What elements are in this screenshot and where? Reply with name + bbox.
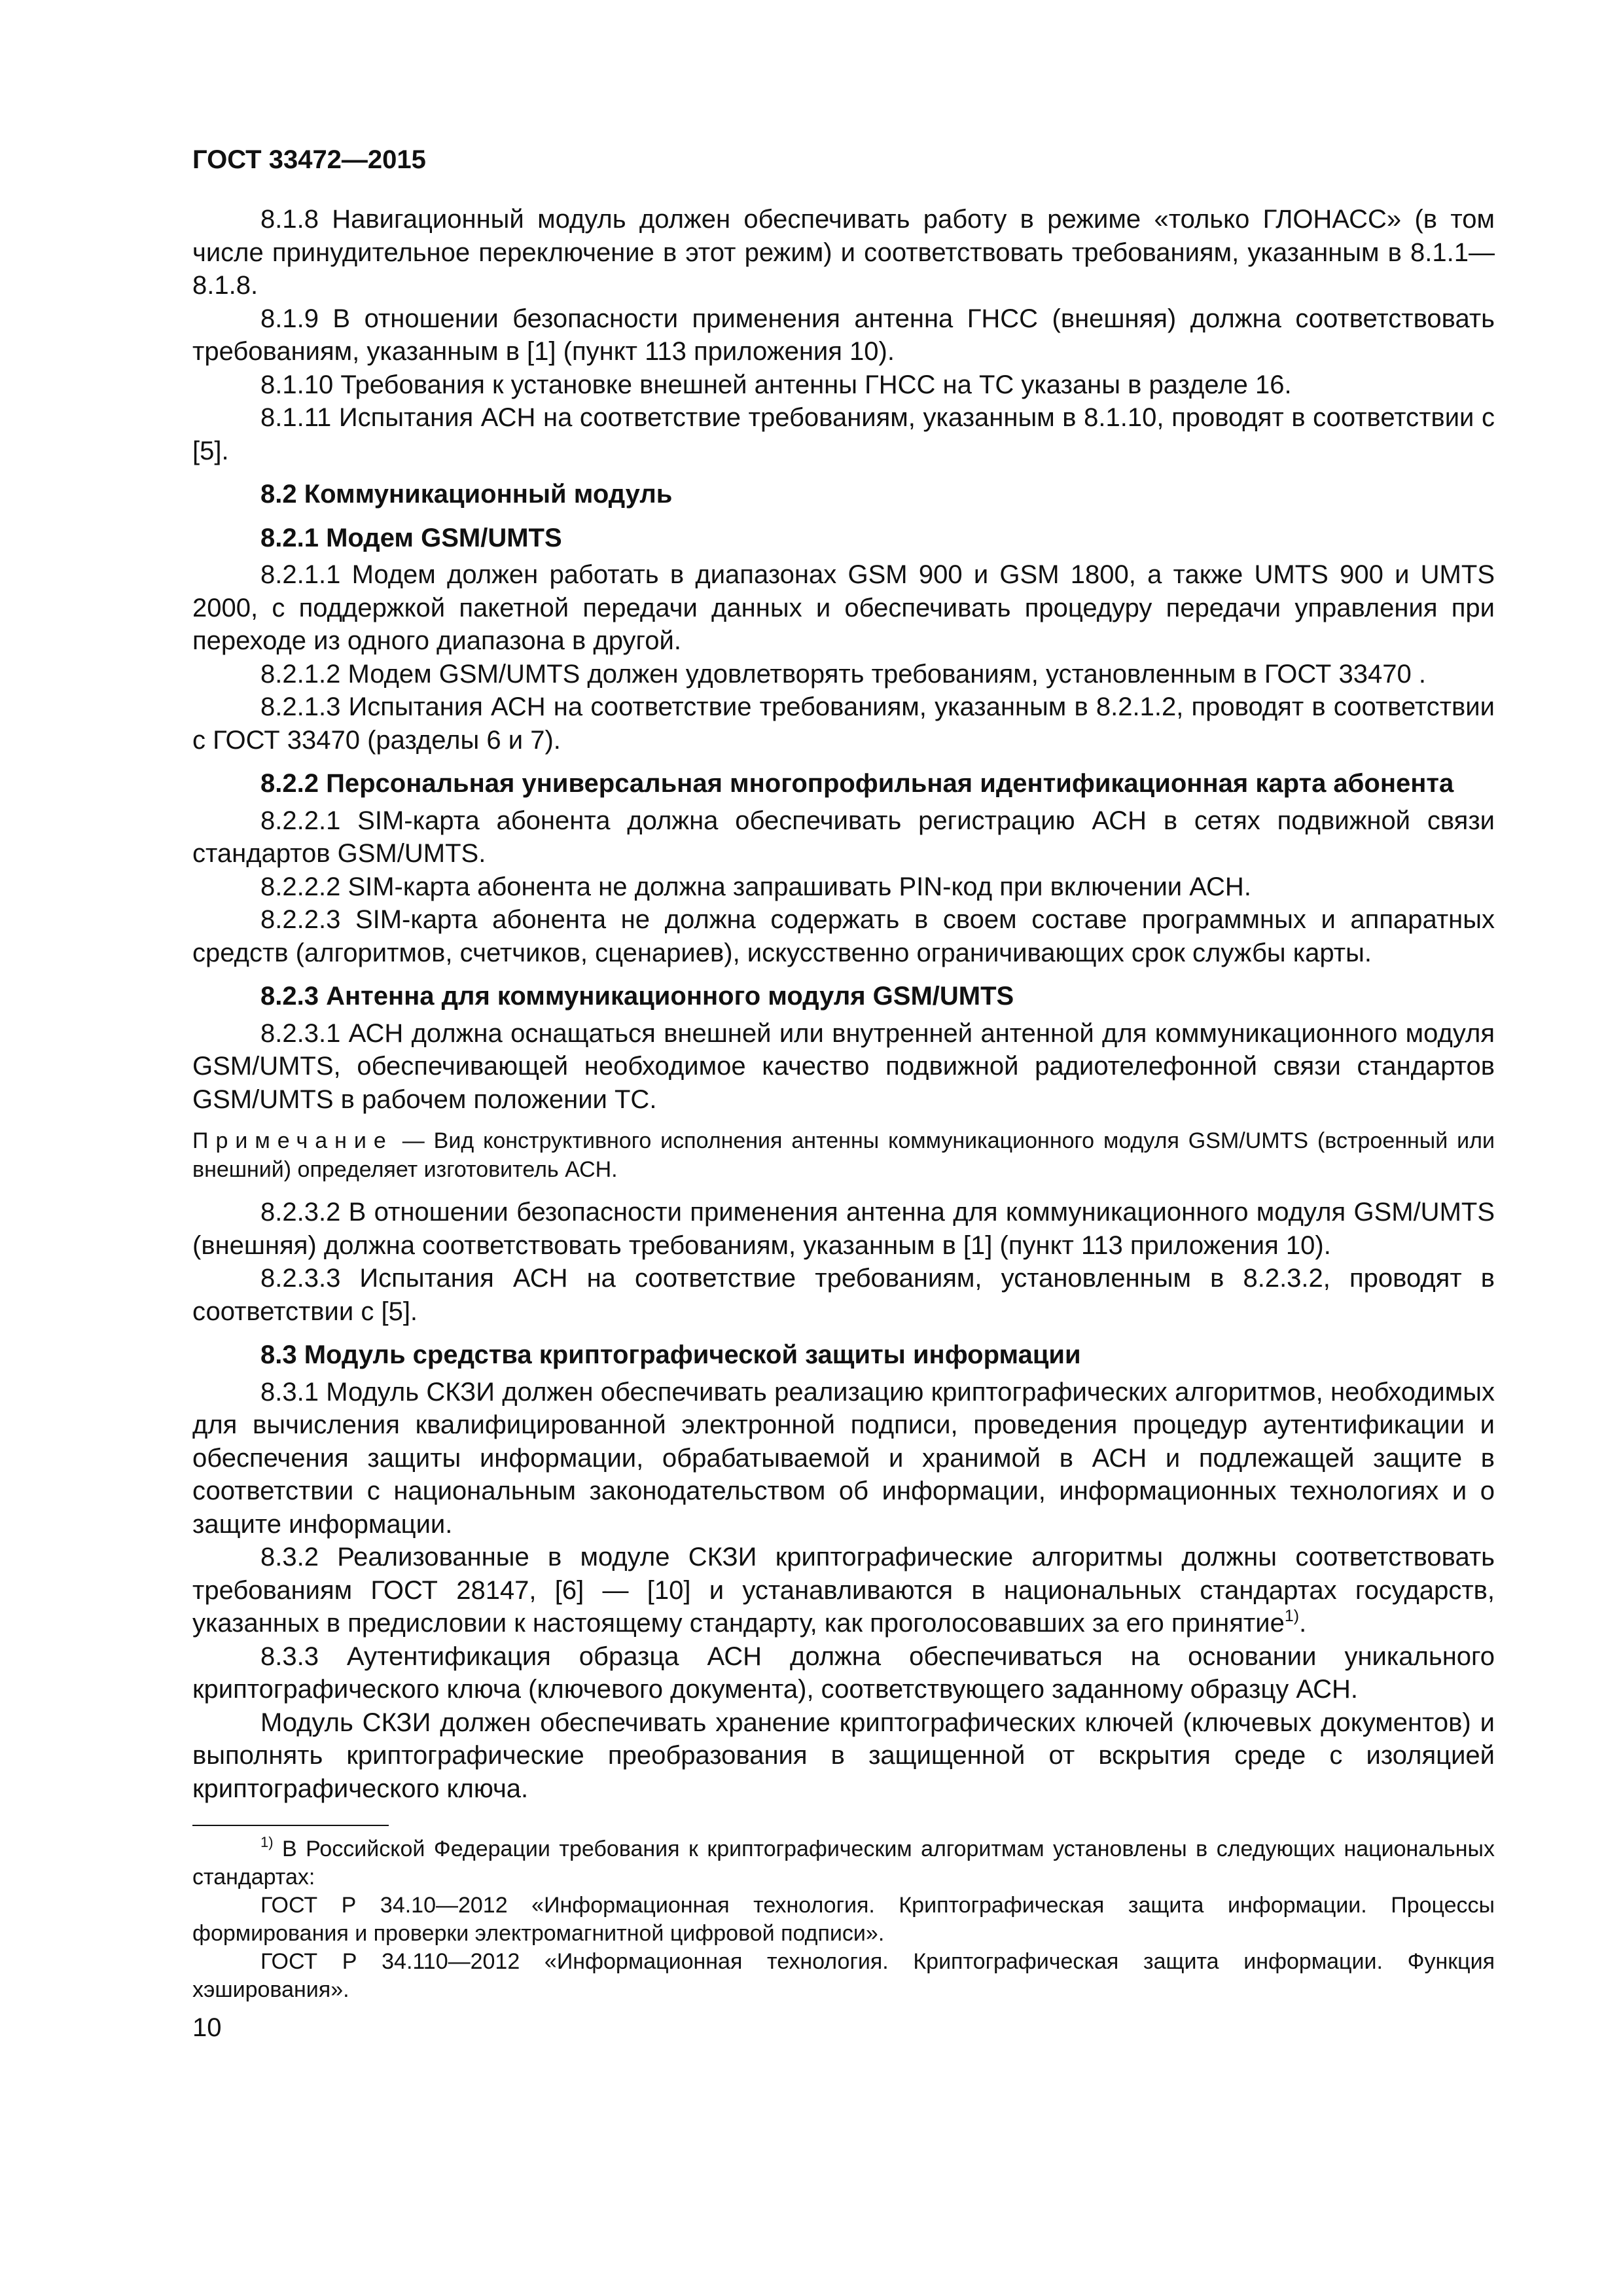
- paragraph: 8.1.9 В отношении безопасности применения антенна ГНСС (внешняя) должна соответствовать требованиям, указанным в [1] (пункт 113 приложения 10).: [192, 304, 1495, 366]
- paragraph: Модуль СКЗИ должен обеспечивать хранение криптографических ключей (ключевых документов) и выполнять криптографические преобразования в защищенной от вскрытия среде с изоляцией криптографического ключа.: [192, 1708, 1495, 1803]
- paragraph: 8.2.2.1 SIM-карта абонента должна обеспечивать регистрацию АСН в сетях подвижной связи стандартов GSM/UMTS.: [192, 806, 1495, 868]
- paragraph: 8.2.1.3 Испытания АСН на соответствие требованиям, указанным в 8.2.1.2, проводят в соответствии с ГОСТ 33470 (разделы 6 и 7).: [192, 692, 1495, 755]
- footnote: ГОСТ Р 34.10—2012 «Информационная технология. Криптографическая защита информации. Процессы формирования и проверки электромагнитной цифровой подписи».: [192, 1893, 1495, 1946]
- paragraph: 8.3.1 Модуль СКЗИ должен обеспечивать реализацию криптографических алгоритмов, необходимых для вычисления квалифицированной электронной подписи, проведения процедур аутентификации и обеспечения защиты информации, обрабатываемой и хранимой в АСН и подлежащей защите в соответствии с национальным законодательством об информации, информационных технологиях и о защите информации.: [192, 1377, 1495, 1539]
- page-number: 10: [192, 2013, 222, 2042]
- footnote-reference[interactable]: 1): [1284, 1607, 1300, 1625]
- paragraph: 8.2.3.1 АСН должна оснащаться внешней или внутренней антенной для коммуникационного модуля GSM/UMTS, обеспечивающей необходимое качество подвижной радиотелефонной связи стандартов GSM/UMTS в рабочем положении ТС.: [192, 1018, 1495, 1114]
- paragraph: 8.2.2.3 SIM-карта абонента не должна содержать в своем составе программных и аппаратных средств (алгоритмов, счетчиков, сценариев), искусственно ограничивающих срок службы карты.: [192, 905, 1495, 967]
- paragraph: 8.3.2 Реализованные в модуле СКЗИ криптографические алгоритмы должны соответствовать требованиям ГОСТ 28147, [6] — [10] и устанавливаются в национальных стандартах государств, указанных в предисловии к настоящему стандарту, как проголосовавших за его принятие$^{1)}$.: [192, 1543, 1495, 1638]
- footnotes: [192, 1835, 1495, 2004]
- footnote: $^{1)}$ В Российской Федерации требования к криптографическим алгоритмам установлены в следующих национальных стандартах:: [192, 1834, 1495, 1890]
- document-header: ГОСТ 33472—2015: [192, 145, 426, 174]
- document-page: [192, 144, 1495, 2043]
- note: Примечание — Вид конструктивного исполнения антенны коммуникационного модуля GSM/UMTS (встроенный или внешний) определяет изготовитель АСН.: [192, 1128, 1495, 1182]
- paragraph: 8.3.3 Аутентификация образца АСН должна обеспечиваться на основании уникального криптографического ключа (ключевого документа), соответствующего заданному образцу АСН.: [192, 1641, 1495, 1704]
- paragraph: 8.2.3.3 Испытания АСН на соответствие требованиям, установленным в 8.2.3.2, проводят в соответствии с [5].: [192, 1264, 1495, 1326]
- paragraph: 8.2.1.2 Модем GSM/UMTS должен удовлетворять требованиям, установленным в ГОСТ 33470 .: [260, 659, 1426, 689]
- paragraph: 8.1.11 Испытания АСН на соответствие требованиям, указанным в 8.1.10, проводят в соответствии с [5].: [192, 403, 1495, 465]
- section-heading: 8.2.1 Модем GSM/UMTS: [260, 523, 562, 552]
- section-heading: 8.3 Модуль средства криптографической защиты информации: [260, 1340, 1081, 1369]
- note-label: Примечание: [192, 1128, 393, 1153]
- paragraph: 8.1.8 Навигационный модуль должен обеспечивать работу в режиме «только ГЛОНАСС» (в том числе принудительное переключение в этот режим) и соответствовать требованиям, указанным в 8.1.1—8.1.8.: [192, 205, 1495, 300]
- paragraph: 8.2.3.2 В отношении безопасности применения антенна для коммуникационного модуля GSM/UMTS (внешняя) должна соответствовать требованиям, указанным в [1] (пункт 113 приложения 10).: [192, 1198, 1495, 1260]
- body-text: [192, 203, 1495, 1805]
- paragraph: 8.1.10 Требования к установке внешней антенны ГНСС на ТС указаны в разделе 16.: [260, 370, 1292, 399]
- section-heading: 8.2 Коммуникационный модуль: [260, 480, 673, 509]
- paragraph: 8.2.2.2 SIM-карта абонента не должна запрашивать PIN-код при включении АСН.: [260, 872, 1251, 901]
- paragraph: 8.2.1.1 Модем должен работать в диапазонах GSM 900 и GSM 1800, а также UMTS 900 и UMTS 2000, с поддержкой пакетной передачи данных и обеспечивать процедуру передачи управления при переходе из одного диапазона в другой.: [192, 560, 1495, 655]
- section-heading: 8.2.2 Персональная универсальная многопрофильная идентификационная карта абонента: [260, 769, 1454, 798]
- section-heading: 8.2.3 Антенна для коммуникационного модуля GSM/UMTS: [260, 982, 1014, 1011]
- footnote: ГОСТ Р 34.110—2012 «Информационная технология. Криптографическая защита информации. Функция хэширования».: [192, 1949, 1495, 2002]
- footnote-divider: [192, 1825, 389, 1826]
